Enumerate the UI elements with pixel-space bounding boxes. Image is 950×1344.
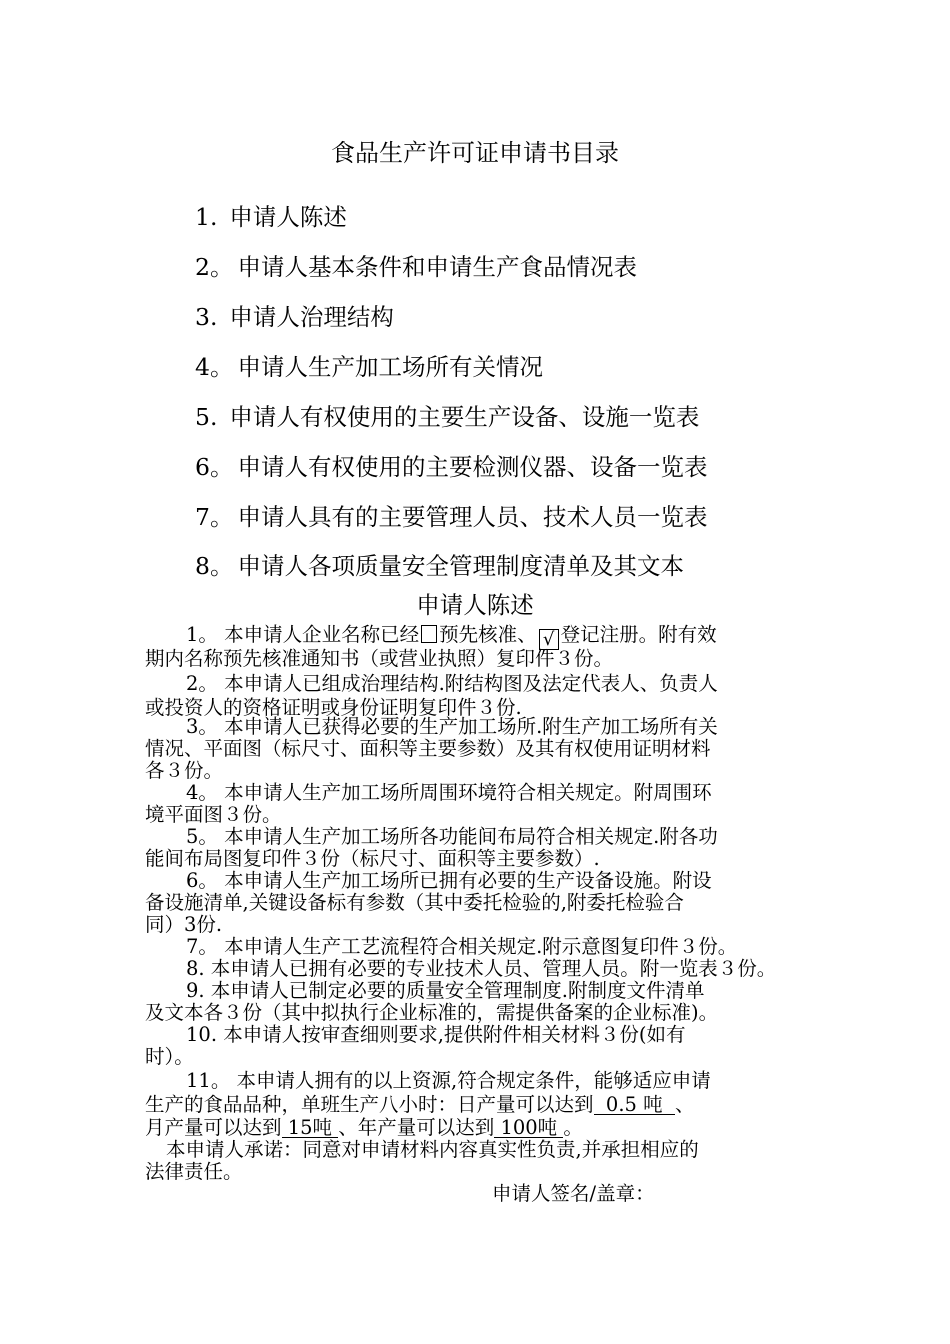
toc-item-number: 8。 [195, 552, 234, 580]
paragraph-line: 4。 本申请人生产加工场所周围环境符合相关规定。附周围环 [186, 781, 712, 804]
toc-item-text: 申请人生产加工场所有关情况 [237, 353, 543, 381]
toc-item-text: 申请人有权使用的主要检测仪器、设备一览表 [237, 453, 708, 481]
toc-item [195, 248, 637, 282]
toc-item-text: 申请人具有的主要管理人员、技术人员一览表 [237, 503, 708, 531]
toc-item-number: 2。 [195, 253, 234, 281]
paragraph-line: 及文本各３份（其中拟执行企业标准的，需提供备案的企业标准)。 [145, 1001, 719, 1024]
paragraph-line: 6。 本申请人生产加工场所已拥有必要的生产设备设施。附设 [186, 869, 712, 892]
daily-output-field[interactable]: 0.5 吨 [593, 1093, 676, 1116]
paragraph-line: 8. 本申请人已拥有必要的专业技术人员、管理人员。附一览表３份。 [186, 957, 777, 980]
promise-line: 法律责任。 [145, 1160, 243, 1183]
toc-item-number: 6。 [195, 453, 234, 481]
paragraph-line: 1。 本申请人企业名称已经 预先核准、 √ 登记注册。附有效 [186, 623, 717, 650]
toc-item [195, 298, 394, 332]
toc-item-text: 申请人陈述 [229, 203, 347, 231]
paragraph-line: 时）。 [145, 1045, 194, 1068]
paragraph-line: 2。 本申请人已组成治理结构.附结构图及法定代表人、负责人 [186, 672, 718, 695]
toc-item-text: 申请人有权使用的主要生产设备、设施一览表 [229, 403, 700, 431]
toc-item-text: 申请人基本条件和申请生产食品情况表 [237, 253, 637, 281]
signature-label: 申请人签名/盖章： [492, 1182, 655, 1205]
paragraph-line: 同）3份. [145, 913, 223, 936]
paragraph-line: 备设施清单,关键设备标有参数（其中委托检验的,附委托检验合 [145, 891, 684, 914]
toc-item [195, 448, 707, 482]
paragraph-line: 11。 本申请人拥有的以上资源,符合规定条件，能够适应申请 [186, 1069, 711, 1092]
toc-item-number: 5. [195, 403, 218, 431]
paragraph-line: 生产的食品品种，单班生产八小时：日产量可以达到 0.5 吨 、 [145, 1093, 695, 1116]
toc-item-text: 申请人治理结构 [229, 303, 394, 331]
toc-item-number: 3. [195, 303, 218, 331]
statement-title: 申请人陈述 [416, 591, 534, 619]
monthly-output-field[interactable]: 15吨 [281, 1116, 339, 1139]
toc-item [195, 547, 684, 581]
paragraph-line: 5。 本申请人生产加工场所各功能间布局符合相关规定.附各功 [186, 825, 718, 848]
toc-item [195, 198, 347, 232]
promise-line: 本申请人承诺：同意对申请材料内容真实性负责,并承担相应的 [166, 1138, 699, 1161]
toc-item [195, 398, 699, 432]
toc-item-number: 1. [195, 203, 218, 231]
toc-item [195, 498, 707, 532]
toc-item-number: 4。 [195, 353, 234, 381]
yearly-output-field[interactable]: 100吨 [494, 1116, 564, 1139]
paragraph-line: 境平面图３份。 [145, 803, 282, 826]
paragraph-line: 9. 本申请人已制定必要的质量安全管理制度.附制度文件清单 [186, 979, 705, 1002]
paragraph-line: 能间布局图复印件３份（标尺寸、面积等主要参数）. [145, 847, 600, 870]
paragraph-line: 情况、平面图（标尺寸、面积等主要参数）及其有权使用证明材料 [145, 737, 711, 760]
paragraph-line: 期内名称预先核准通知书（或营业执照）复印件３份。 [145, 647, 614, 670]
toc-item-text: 申请人各项质量安全管理制度清单及其文本 [237, 552, 684, 580]
paragraph-line: 或投资人的资格证明或身份证明复印件３份. [145, 696, 522, 719]
toc-title: 食品生产许可证申请书目录 [331, 139, 619, 167]
paragraph-line: 3。 本申请人已获得必要的生产加工场所.附生产加工场所有关 [186, 715, 718, 738]
registration-checkbox[interactable]: √ [539, 629, 559, 650]
toc-item [195, 348, 543, 382]
paragraph-line: 月产量可以达到 15吨 、年产量可以达到 100吨 。 [145, 1116, 583, 1139]
paragraph-line: 10. 本申请人按审查细则要求,提供附件相关材料３份(如有 [186, 1023, 686, 1046]
toc-item-number: 7。 [195, 503, 234, 531]
paragraph-line: 各３份。 [145, 759, 224, 782]
paragraph-line: 7。 本申请人生产工艺流程符合相关规定.附示意图复印件３份。 [186, 935, 738, 958]
pre-approval-checkbox[interactable] [421, 625, 437, 643]
